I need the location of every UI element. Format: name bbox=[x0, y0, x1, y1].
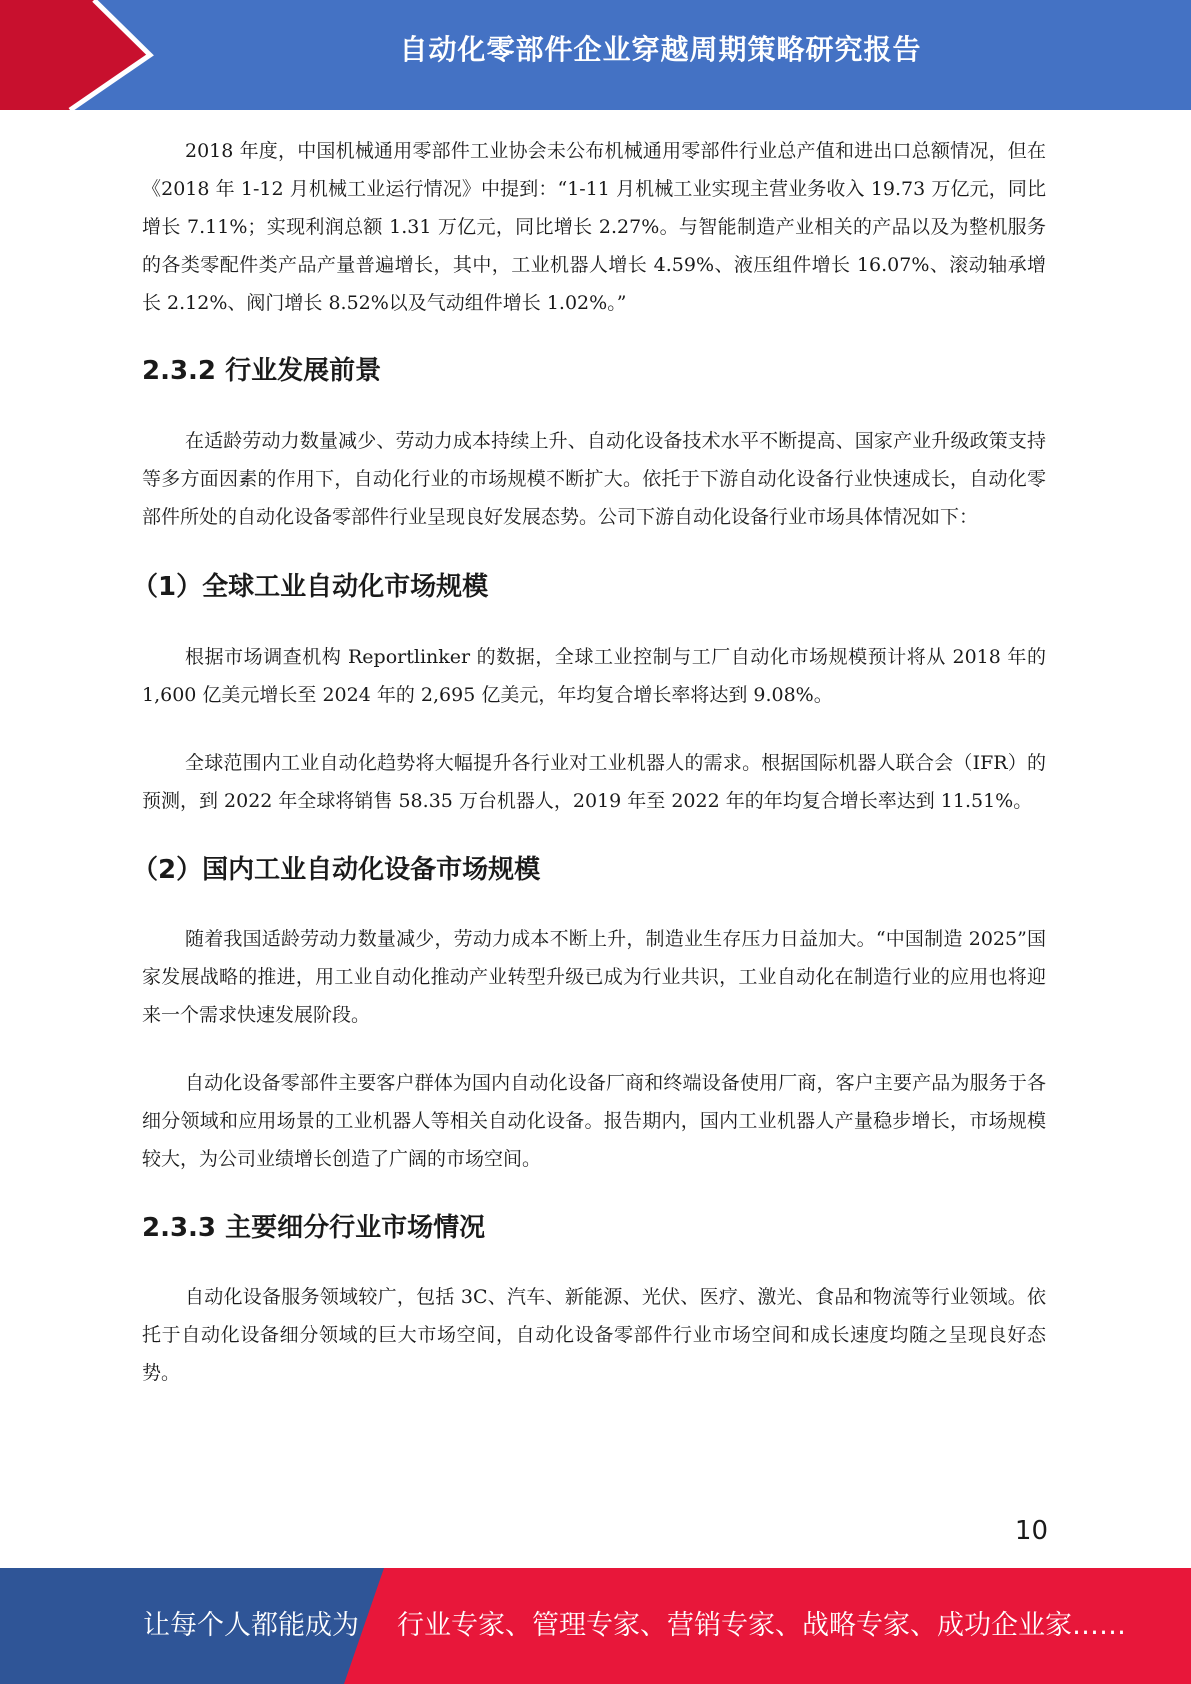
paragraph-4: 全球范围内工业自动化趋势将大幅提升各行业对工业机器人的需求。根据国际机器人联合会（IFR）的预测，到 2022 年全球将销售 58.35 万台机器人，2019 年至 2022 年的年均复合增长率达到 11.51%。 bbox=[142, 752, 1046, 812]
page-header bbox=[0, 0, 1191, 110]
footer-slogan-left: 让每个人都能成为 bbox=[143, 1610, 359, 1641]
page-footer bbox=[0, 1568, 1191, 1684]
header-title: 自动化零部件企业穿越周期策略研究报告 bbox=[399, 33, 922, 66]
page-content bbox=[132, 132, 1046, 1392]
subsection-heading-global: （1）全球工业自动化市场规模 bbox=[132, 572, 489, 602]
paragraph-1: 2018 年度，中国机械通用零部件工业协会未公布机械通用零部件行业总产值和进出口总额情况，但在《2018 年 1-12 月机械工业运行情况》中提到：“1-11 月机械工业实现主营业务收入 19.73 万亿元，同比增长 7.11%；实现利润总额 1.31 万亿元，同比增长 2.27%。与智能制造产业相关的产品以及为整机服务的各类零配件类产品产量普遍增长，其中，工业机器人增长 4.59%、液压组件增长 16.07%、滚动轴承增长 2.12%、阀门增长 8.52%以及气动组件增长 1.02%。” bbox=[142, 140, 1046, 314]
section-heading-2-3-3: 2.3.3 主要细分行业市场情况 bbox=[142, 1213, 486, 1243]
paragraph-6: 自动化设备零部件主要客户群体为国内自动化设备厂商和终端设备使用厂商，客户主要产品为服务于各细分领域和应用场景的工业机器人等相关自动化设备。报告期内，国内工业机器人产量稳步增长，市场规模较大，为公司业绩增长创造了广阔的市场空间。 bbox=[142, 1072, 1046, 1170]
paragraph-3: 根据市场调查机构 Reportlinker 的数据，全球工业控制与工厂自动化市场规模预计将从 2018 年的 1,600 亿美元增长至 2024 年的 2,695 亿美元，年均复合增长率将达到 9.08%。 bbox=[142, 646, 1046, 706]
subsection-heading-domestic: （2）国内工业自动化设备市场规模 bbox=[132, 855, 541, 885]
page-number: 10 bbox=[1014, 1516, 1048, 1546]
footer-slogan-right: 行业专家、管理专家、营销专家、战略专家、成功企业家…… bbox=[397, 1610, 1126, 1641]
paragraph-7: 自动化设备服务领域较广，包括 3C、汽车、新能源、光伏、医疗、激光、食品和物流等行业领域。依托于自动化设备细分领域的巨大市场空间，自动化设备零部件行业市场空间和成长速度均随之呈现良好态势。 bbox=[142, 1286, 1046, 1384]
section-heading-2-3-2: 2.3.2 行业发展前景 bbox=[142, 356, 382, 386]
header-red-arrow bbox=[0, 0, 150, 110]
paragraph-5: 随着我国适龄劳动力数量减少，劳动力成本不断上升，制造业生存压力日益加大。“中国制造 2025”国家发展战略的推进，用工业自动化推动产业转型升级已成为行业共识，工业自动化在制造行业的应用也将迎来一个需求快速发展阶段。 bbox=[142, 928, 1046, 1026]
paragraph-2: 在适龄劳动力数量减少、劳动力成本持续上升、自动化设备技术水平不断提高、国家产业升级政策支持等多方面因素的作用下，自动化行业的市场规模不断扩大。依托于下游自动化设备行业快速成长，自动化零部件所处的自动化设备零部件行业呈现良好发展态势。公司下游自动化设备行业市场具体情况如下： bbox=[142, 430, 1046, 528]
